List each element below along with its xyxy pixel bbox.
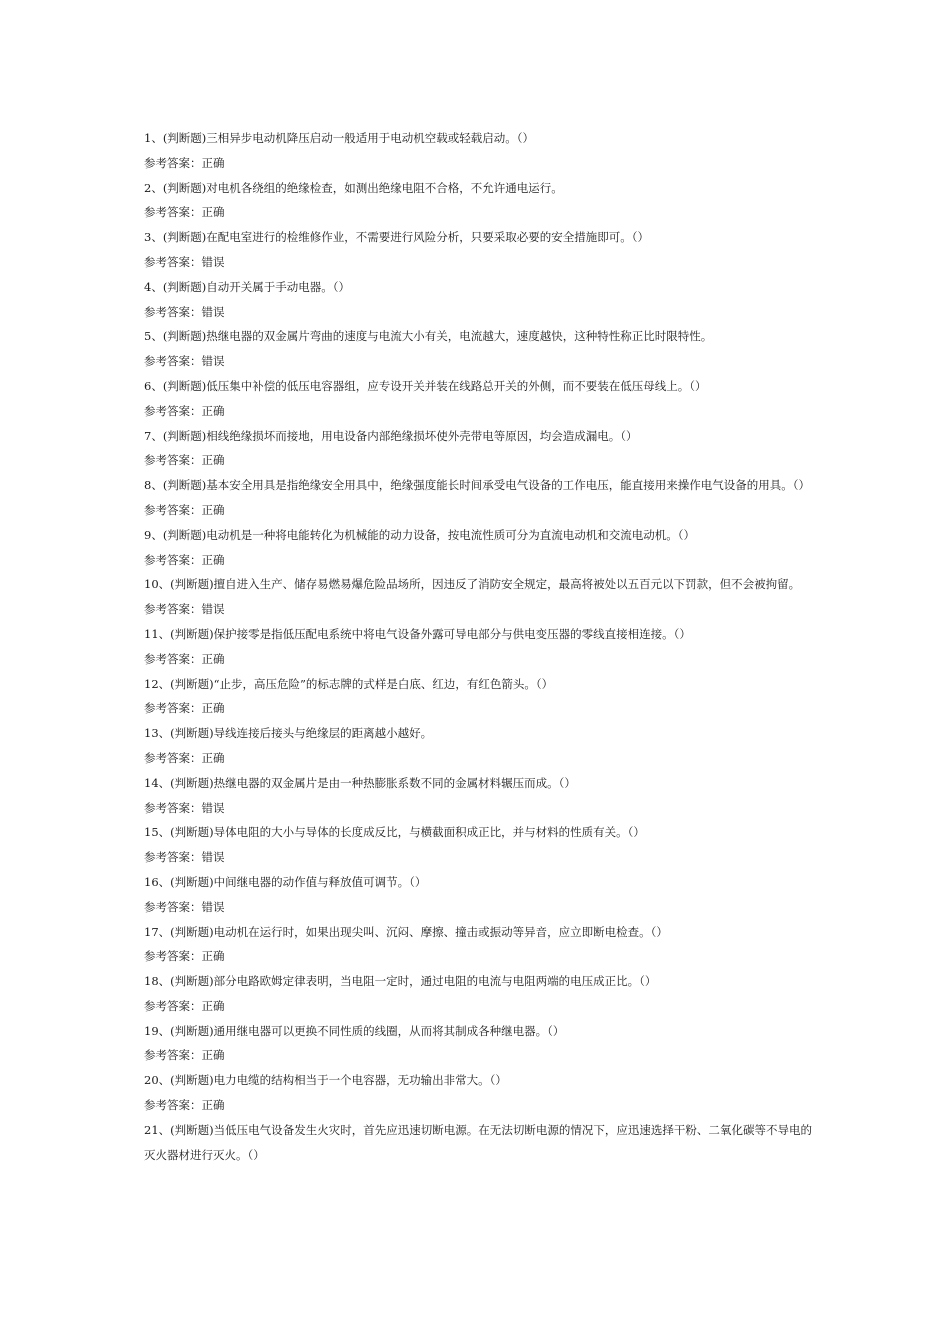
answer-line: [144, 696, 812, 721]
answer-line: [144, 1043, 812, 1068]
answer-line: [144, 895, 812, 920]
question-text: 21、(判断题)当低压电气设备发生火灾时，首先应迅速切断电源。在无法切断电源的情况下，应迅速选择干粉、二氧化碳等不导电的灭火器材进行灭火。（）: [144, 1122, 812, 1162]
answer-value: 正确: [201, 651, 225, 666]
answer-line: [144, 746, 812, 771]
answer-label: 参考答案：: [144, 899, 202, 914]
answer-value: 错误: [201, 304, 225, 319]
question-text: 1、(判断题)三相异步电动机降压启动一般适用于电动机空载或轻载启动。（）: [144, 131, 535, 145]
question-text: 3、(判断题)在配电室进行的检维修作业，不需要进行风险分析，只要采取必要的安全措施即可。（）: [144, 230, 650, 245]
answer-value: 错误: [201, 800, 225, 815]
answer-value: 正确: [201, 502, 225, 517]
answer-line: [144, 448, 812, 473]
answer-value: 正确: [201, 552, 225, 567]
question-text: 11、(判断题)保护接零是指低压配电系统中将电气设备外露可导电部分与供电变压器的零线直接相连接。（）: [144, 626, 691, 641]
question-text: 16、(判断题)中间继电器的动作值与释放值可调节。（）: [144, 874, 427, 889]
answer-label: 参考答案：: [144, 602, 202, 617]
answer-line: [144, 944, 812, 969]
question-text: 15、(判断题)导体电阻的大小与导体的长度成反比，与横截面积成正比，并与材料的性质有关。（）: [144, 825, 645, 840]
answer-line: [144, 1093, 812, 1118]
answer-line: [144, 399, 812, 424]
answer-label: 参考答案：: [144, 155, 202, 170]
answer-label: 参考答案：: [144, 354, 202, 369]
answer-value: 正确: [201, 949, 225, 964]
answer-label: 参考答案：: [144, 949, 202, 964]
answer-value: 正确: [201, 403, 225, 418]
question-text: 12、(判断题)“止步，高压危险”的标志牌的式样是白底、红边，有红色箭头。（）: [144, 676, 554, 691]
answer-line: [144, 845, 812, 870]
answer-line: [144, 200, 812, 225]
answer-value: 正确: [201, 453, 225, 468]
answer-label: 参考答案：: [144, 453, 202, 468]
document-page: [144, 126, 812, 1167]
answer-line: [144, 250, 812, 275]
question-text: 14、(判断题)热继电器的双金属片是由一种热膨胀系数不同的金属材料辗压而成。（）: [144, 775, 576, 790]
answer-line: [144, 498, 812, 523]
answer-label: 参考答案：: [144, 701, 202, 716]
answer-line: [144, 647, 812, 672]
answer-label: 参考答案：: [144, 750, 202, 765]
question-text: 18、(判断题)部分电路欧姆定律表明，当电阻一定时，通过电阻的电流与电阻两端的电压成正比。（）: [144, 974, 657, 989]
answer-value: 正确: [201, 701, 225, 716]
question-text: 17、(判断题)电动机在运行时，如果出现尖叫、沉闷、摩擦、撞击或振动等异音，应立即断电检查。（）: [144, 924, 668, 939]
answer-value: 正确: [201, 998, 225, 1013]
answer-label: 参考答案：: [144, 254, 202, 269]
answer-label: 参考答案：: [144, 502, 202, 517]
answer-label: 参考答案：: [144, 998, 202, 1013]
question-text: 19、(判断题)通用继电器可以更换不同性质的线圈，从而将其制成各种继电器。（）: [144, 1023, 565, 1038]
answer-label: 参考答案：: [144, 304, 202, 319]
question-text: 5、(判断题)热继电器的双金属片弯曲的速度与电流大小有关，电流越大，速度越快，这种特性称正比时限特性。: [144, 329, 713, 344]
answer-label: 参考答案：: [144, 1098, 202, 1113]
answer-label: 参考答案：: [144, 552, 202, 567]
question-text: 20、(判断题)电力电缆的结构相当于一个电容器，无功输出非常大。（）: [144, 1073, 507, 1088]
answer-value: 正确: [201, 205, 225, 220]
answer-label: 参考答案：: [144, 800, 202, 815]
answer-value: 错误: [201, 850, 225, 865]
question-text: 10、(判断题)擅自进入生产、储存易燃易爆危险品场所，因违反了消防安全规定，最高将被处以五百元以下罚款，但不会被拘留。: [144, 577, 801, 592]
answer-line: [144, 796, 812, 821]
answer-value: 错误: [201, 354, 225, 369]
answer-line: [144, 597, 812, 622]
answer-line: [144, 300, 812, 325]
answer-value: 错误: [201, 602, 225, 617]
answer-label: 参考答案：: [144, 850, 202, 865]
question-text: 7、(判断题)相线绝缘损坏而接地，用电设备内部绝缘损坏使外壳带电等原因，均会造成漏电。（）: [144, 428, 638, 443]
answer-value: 正确: [201, 1098, 225, 1113]
answer-label: 参考答案：: [144, 205, 202, 220]
answer-value: 正确: [201, 1048, 225, 1063]
question-text: 13、(判断题)导线连接后接头与绝缘层的距离越小越好。: [144, 726, 433, 741]
answer-label: 参考答案：: [144, 403, 202, 418]
answer-label: 参考答案：: [144, 651, 202, 666]
answer-value: 错误: [201, 899, 225, 914]
answer-line: [144, 151, 812, 176]
question-text: 6、(判断题)低压集中补偿的低压电容器组，应专设开关并装在线路总开关的外侧，而不要装在低压母线上。（）: [144, 378, 707, 393]
answer-value: 错误: [201, 254, 225, 269]
answer-line: [144, 994, 812, 1019]
answer-value: 正确: [201, 155, 225, 170]
answer-value: 正确: [201, 750, 225, 765]
answer-line: [144, 548, 812, 573]
question-text: 2、(判断题)对电机各绕组的绝缘检查，如测出绝缘电阻不合格，不允许通电运行。: [144, 180, 563, 195]
question-text: 8、(判断题)基本安全用具是指绝缘安全用具中，绝缘强度能长时间承受电气设备的工作电压，能直接用来操作电气设备的用具。（）: [144, 478, 811, 493]
answer-line: [144, 349, 812, 374]
question-text: 4、(判断题)自动开关属于手动电器。（）: [144, 279, 351, 294]
question-text: 9、(判断题)电动机是一种将电能转化为机械能的动力设备，按电流性质可分为直流电动机和交流电动机。（）: [144, 527, 696, 542]
answer-label: 参考答案：: [144, 1048, 202, 1063]
